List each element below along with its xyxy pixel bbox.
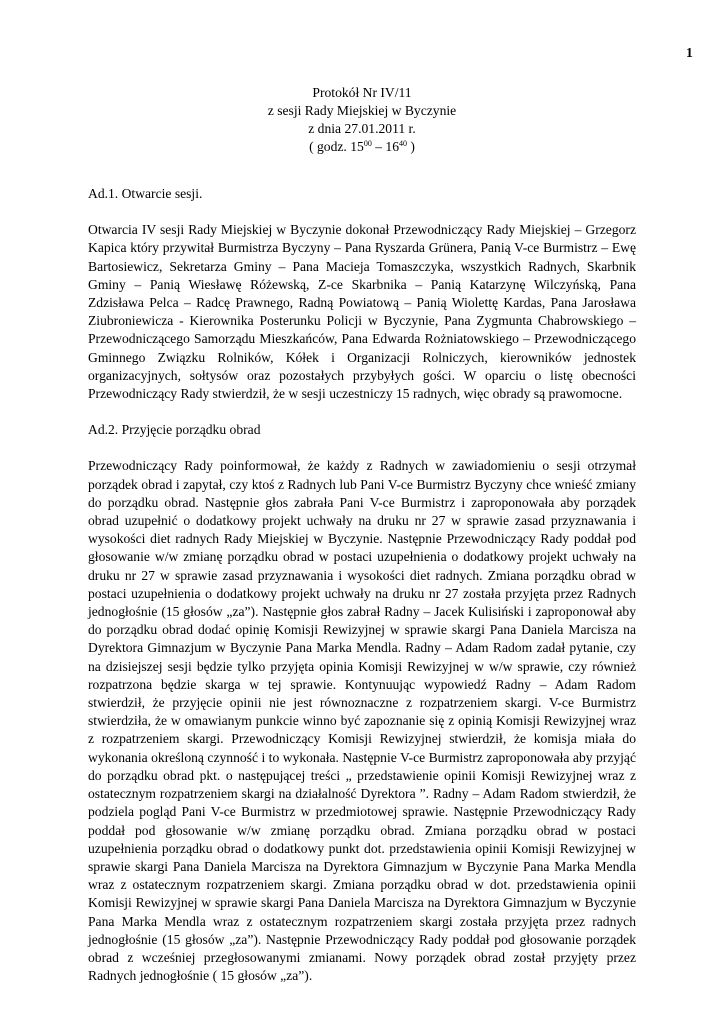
hours-prefix: ( godz. 15 [309,139,364,154]
protocol-title: Protokół Nr IV/11 [312,85,412,100]
protocol-header [88,84,636,156]
section-text-agenda: Przewodniczący Rady poinformował, że każdy z Radnych w zawiadomieniu o sesji otrzymał porządek obrad i zapytał, czy ktoś z Radnych lub Pani V-ce Burmistrz Byczyny chce wnieść zmiany do porządku obrad. Następnie głos zabrała Pani V-ce Burmistrz i zaproponowała aby porządek obrad uzupełnić o dodatkowy projekt uchwały na druku nr 27 w sprawie zasad przyznawania i wysokości diet radnych Rady Miejskiej w Byczynie. Następnie Przewodniczący Rady poddał pod głosowanie w/w zmianę porządku obrad w postaci uzupełnienia o dodatkowy projekt uchwały na druku nr 27 w sprawie zasad przyznawania i wysokości diet radnych. Zmiana porządku obrad w postaci uzupełnienia o dodatkowy projekt uchwały na druku nr 27 została przyjęta przez Radnych jednogłośnie (15 głosów „za”). Następnie głos zabrał Radny – Jacek Kulisiński i zaproponował aby do porządku obrad dodać opinię Komisji Rewizyjnej w sprawie skargi Pana Daniela Marcisza na Dyrektora Gimnazjum w Byczynie Pana Marka Mendla. Radny – Adam Radom zadał pytanie, czy na dzisiejszej sesji będzie tylko przyjęta opinia Komisji Rewizyjnej w w/w sprawie, czy również rozpatrzona będzie skarga w tej sprawie. Kontynuując wypowiedź Radny – Adam Radom stwierdził, że przyjęcie opinii nie jest równoznaczne z rozpatrzeniem skargi. V-ce Burmistrz stwierdziła, że w omawianym punkcie winno być zapoznanie się z opinią Komisji Rewizyjnej wraz z rozpatrzeniem skargi. Przewodniczący Komisji Rewizyjnej stwierdził, że komisja miała do wykonania określoną czynność i to wykonała. Następnie V-ce Burmistrz zaproponowała aby przyjąć do porządku obrad pkt. o następującej treści „ przedstawienie opinii Komisji Rewizyjnej wraz z ostatecznym rozpatrzeniem skargi na działalność Dyrektora ”. Radny – Adam Radom stwierdził, że podziela pogląd Pani V-ce Burmistrz w przedmiotowej sprawie. Następnie Przewodniczący Rady poddał pod głosowanie w/w zmianę porządku obrad. Zmiana porządku obrad w postaci uzupełnienia porządku obrad o dodatkowy punkt dot. przedstawienia opinii Komisji Rewizyjnej w sprawie skargi Pana Daniela Marcisza na Dyrektora Gimnazjum w Byczynie Pana Marka Mendla wraz z ostatecznym rozpatrzeniem skargi. Zmiana porządku obrad w dot. przedstawienia opinii Komisji Rewizyjnej w sprawie skargi Pana Daniela Marcisza na Dyrektora Gimnazjum w Byczynie Pana Marka Mendla wraz z ostatecznym rozpatrzeniem skargi została przyjęta przez radnych jednogłośnie (15 głosów „za”). Następnie Przewodniczący Rady poddał pod głosowanie porządek obrad z wcześniej przegłosowanymi zmianami. Nowy porządek obrad został przyjęty przez Radnych jednogłośnie ( 15 głosów „za”). [88,458,636,984]
date-line: z dnia 27.01.2011 r. [308,121,416,136]
section-title-agenda: Ad.2. Przyjęcie porządku obrad [88,422,261,438]
hours-start-minutes: 00 [363,139,372,148]
page-number: 1 [686,45,693,60]
section-text-opening: Otwarcia IV sesji Rady Miejskiej w Byczynie dokonał Przewodniczący Rady Miejskiej – Grzegorz Kapica który przywitał Burmistrza Byczyny – Pana Ryszarda Grünera, Panią V-ce Burmistrz – Ewę Bartosiewicz, Sekretarza Gminy – Pana Macieja Tomaszczyka, wszystkich Radnych, Skarbnik Gminy – Panią Wiesławę Różewską, Z-ce Skarbnika – Panią Katarzynę Wilczyńską, Pana Zdzisława Pelca – Radcę Prawnego, Radną Powiatową – Panią Wiolettę Kardas, Pana Jarosława Ziubroniewicza - Kierownika Posterunku Policji w Byczynie, Pana Zygmunta Chabrowskiego – Przewodniczącego Samorządu Mieszkańców, Pana Edwarda Rożniatowskiego – Przewodniczącego Gminnego Związku Rolników, Kółek i Organizacji Rolniczych, kierowników jednostek organizacyjnych, sołtysów oraz pozostałych przybyłych gości. W oparciu o listę obecności Przewodniczący Rady stwierdził, że w sesji uczestniczy 15 radnych, więc obrady są prawomocne. [88,222,636,402]
hours-dash: – 16 [371,139,399,154]
hours-end-minutes: 40 [399,139,407,148]
protocol-body [88,185,636,1003]
session-line: z sesji Rady Miejskiej w Byczynie [267,103,457,118]
hours-suffix: ) [407,139,415,154]
section-title-opening: Ad.1. Otwarcie sesji. [88,186,203,201]
hours-line [88,138,636,156]
